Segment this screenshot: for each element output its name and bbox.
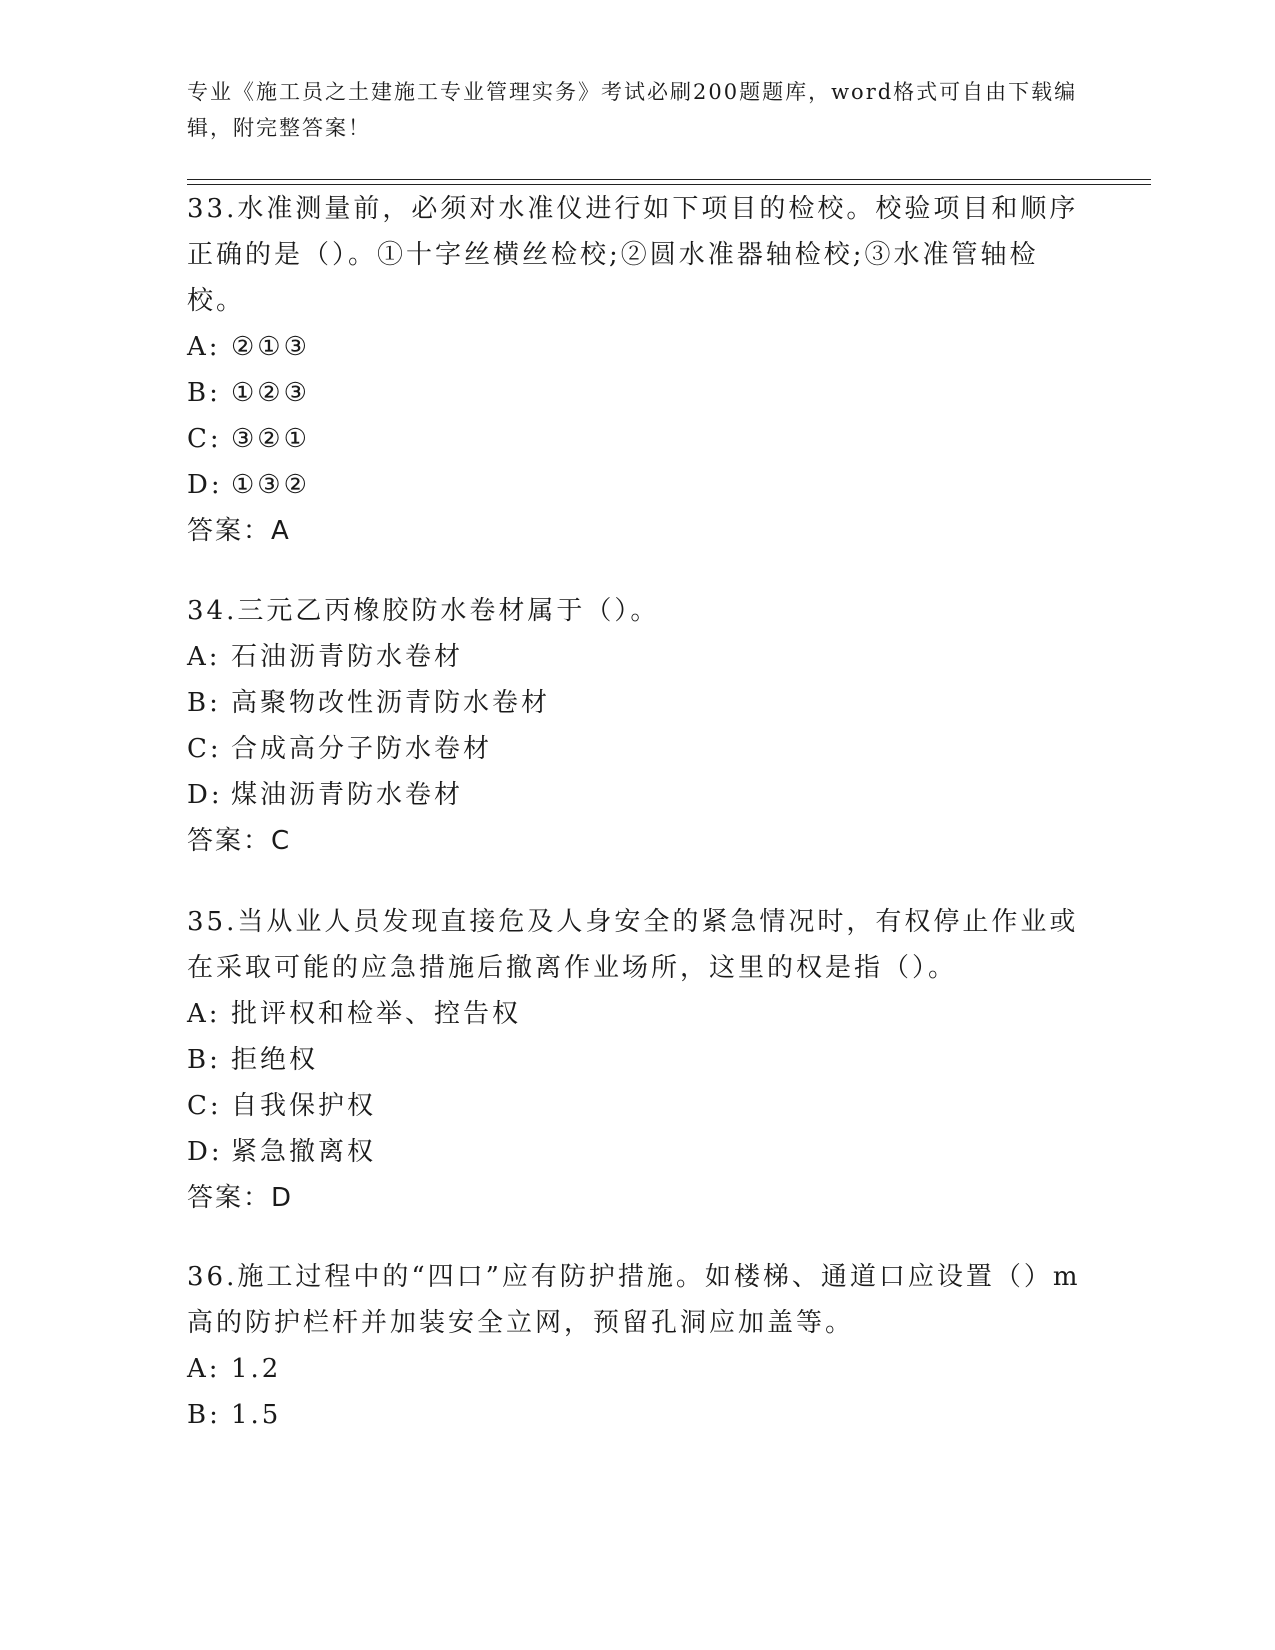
question-36	[187, 1254, 1087, 1438]
option-key: A:	[187, 1354, 221, 1384]
option-key: C:	[187, 1091, 222, 1121]
option-key: D:	[187, 780, 223, 810]
option-key: B:	[187, 1045, 221, 1075]
answer-value: A	[271, 516, 291, 546]
option-key: A:	[187, 999, 221, 1029]
question-35	[187, 899, 1087, 1221]
option-text: ②①③	[231, 332, 310, 362]
option-key: D:	[187, 470, 223, 500]
option-a	[187, 324, 1087, 370]
answer-line	[187, 508, 1087, 554]
option-text: 1.2	[231, 1354, 282, 1384]
question-stem: 35.当从业人员发现直接危及人身安全的紧急情况时，有权停止作业或在采取可能的应急措施后撤离作业场所，这里的权是指（）。	[187, 907, 1079, 983]
option-text: 煤油沥青防水卷材	[231, 780, 464, 810]
option-a	[187, 634, 1087, 680]
option-text: 拒绝权	[231, 1045, 319, 1075]
answer-line	[187, 818, 1087, 864]
option-b	[187, 370, 1087, 416]
option-c	[187, 1083, 1087, 1129]
question-34	[187, 588, 1087, 864]
option-text: 紧急撤离权	[231, 1137, 377, 1167]
question-33	[187, 186, 1087, 554]
option-text: ③②①	[231, 424, 310, 454]
answer-value: D	[271, 1183, 294, 1213]
answer-label: 答案：	[187, 826, 272, 856]
option-key: B:	[187, 378, 221, 408]
answer-line	[187, 1175, 1087, 1221]
option-text: 自我保护权	[231, 1091, 377, 1121]
option-b	[187, 1037, 1087, 1083]
option-text: 1.5	[231, 1400, 282, 1430]
option-key: A:	[187, 332, 221, 362]
option-d	[187, 462, 1087, 508]
option-d	[187, 772, 1087, 818]
option-text: 高聚物改性沥青防水卷材	[231, 688, 551, 718]
option-a	[187, 1346, 1087, 1392]
option-text: 批评权和检举、控告权	[231, 999, 522, 1029]
option-a	[187, 991, 1087, 1037]
option-c	[187, 726, 1087, 772]
option-key: B:	[187, 688, 221, 718]
answer-label: 答案：	[187, 516, 272, 546]
question-stem: 33.水准测量前，必须对水准仪进行如下项目的检校。校验项目和顺序正确的是（）。①十字丝横丝检校;②圆水准器轴检校;③水准管轴检校。	[187, 194, 1079, 316]
option-text: 石油沥青防水卷材	[231, 642, 464, 672]
option-key: C:	[187, 734, 222, 764]
option-key: D:	[187, 1137, 223, 1167]
header-divider-top	[187, 179, 1151, 180]
option-key: A:	[187, 642, 221, 672]
option-key: B:	[187, 1400, 221, 1430]
answer-label: 答案：	[187, 1183, 272, 1213]
question-stem: 34.三元乙丙橡胶防水卷材属于（）。	[187, 596, 660, 626]
option-b	[187, 680, 1087, 726]
option-d	[187, 1129, 1087, 1175]
question-stem: 36.施工过程中的“四口”应有防护措施。如楼梯、通道口应设置（）m高的防护栏杆并加装安全立网，预留孔洞应加盖等。	[187, 1262, 1081, 1338]
option-text: ①③②	[231, 470, 310, 500]
option-text: ①②③	[231, 378, 310, 408]
answer-value: C	[271, 826, 292, 856]
document-header: 专业《施工员之土建施工专业管理实务》考试必刷200题题库，word格式可自由下载编辑，附完整答案！	[187, 80, 1078, 140]
option-b	[187, 1392, 1087, 1438]
option-c	[187, 416, 1087, 462]
option-text: 合成高分子防水卷材	[231, 734, 493, 764]
header-divider-bottom	[187, 184, 1151, 185]
option-key: C:	[187, 424, 222, 454]
